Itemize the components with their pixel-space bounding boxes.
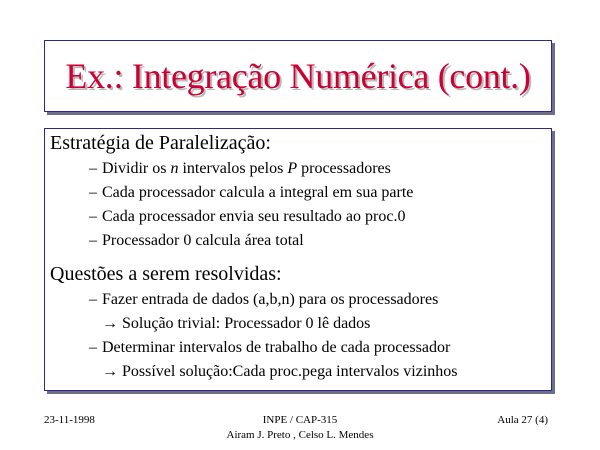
section-heading-questions: Questões a serem resolvidas: — [50, 263, 282, 285]
sub-item: → Solução trivial: Processador 0 lê dados — [102, 315, 371, 332]
list-item-text: Cada processador calcula a integral em sua parte — [102, 184, 414, 201]
slide-title: Ex.: Integração Numérica (cont.) — [65, 56, 531, 96]
footer-lesson: Aula 27 (4) — [497, 414, 548, 426]
bullet-dash: – — [89, 208, 97, 225]
list-item-text: Processador 0 calcula área total — [102, 232, 304, 249]
content-box — [44, 128, 552, 391]
footer-course: INPE / CAP-315 — [262, 414, 338, 426]
sub-item: → Possível solução:Cada proc.pega intervalos vizinhos — [102, 363, 458, 380]
list-item-text: Fazer entrada de dados (a,b,n) para os processadores — [102, 291, 439, 308]
bullet-dash: – — [89, 291, 97, 308]
section-heading-strategy: Estratégia de Paralelização: — [50, 132, 271, 154]
right-arrow-icon: → — [102, 315, 118, 332]
footer-authors: Airam J. Preto , Celso L. Mendes — [226, 429, 374, 441]
list-item-text: Cada processador envia seu resultado ao proc.0 — [102, 208, 406, 225]
right-arrow-icon: → — [102, 363, 118, 380]
footer-date: 23-11-1998 — [44, 414, 95, 426]
title-box — [44, 40, 552, 112]
bullet-dash: – — [89, 184, 97, 201]
bullet-dash: – — [89, 232, 97, 249]
list-item-text: Dividir os n intervalos pelos P processadores — [102, 160, 391, 177]
list-item-text: Determinar intervalos de trabalho de cada processador — [102, 339, 451, 356]
bullet-dash: – — [89, 339, 97, 356]
bullet-dash: – — [89, 160, 97, 177]
